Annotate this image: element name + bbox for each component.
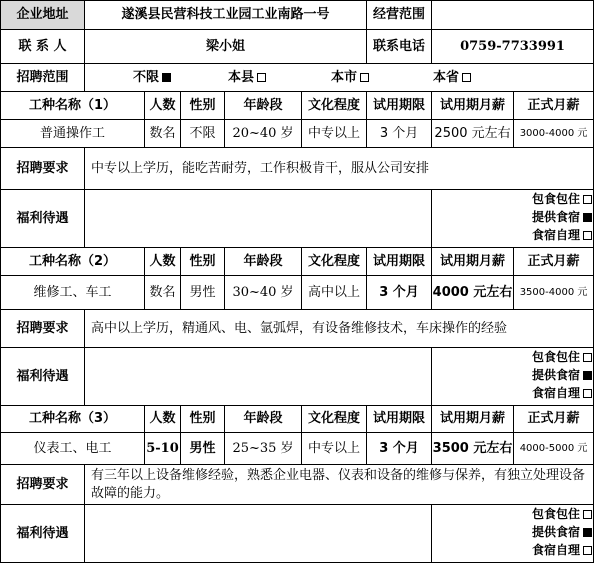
range-option-label: 本县 <box>228 69 255 85</box>
job-gender: 男性 <box>181 276 225 310</box>
welfare-option-label: 提供食宿 <box>532 368 581 382</box>
job-regular-pay: 4000-5000 元 <box>514 433 594 465</box>
job-requirement: 有三年以上设备维修经验，熟悉企业电器、仪表和设备的维修与保养，有独立处理设备故障的能力。 <box>85 465 594 505</box>
checkbox-empty-icon <box>583 231 592 240</box>
gender-header: 性别 <box>181 406 225 433</box>
checkbox-empty-icon <box>583 195 592 204</box>
probation-header: 试用期限 <box>367 92 432 120</box>
welfare-label: 福利待遇 <box>1 348 85 406</box>
checkbox-empty-icon <box>583 353 592 362</box>
job-probation: 3 个月 <box>367 276 432 310</box>
welfare-option-label: 包食包住 <box>532 350 581 364</box>
range-label: 招聘范围 <box>1 64 85 92</box>
range-option-label: 不限 <box>133 69 160 85</box>
welfare-option-label: 食宿自理 <box>532 543 581 557</box>
phone-value: 0759-7733991 <box>432 30 594 64</box>
requirement-label: 招聘要求 <box>1 148 85 190</box>
edu-header: 文化程度 <box>302 92 367 120</box>
probation-pay-header: 试用期月薪 <box>432 92 514 120</box>
checkbox-checked-icon <box>162 73 171 82</box>
gender-header: 性别 <box>181 92 225 120</box>
welfare-options <box>432 190 594 248</box>
checkbox-empty-icon <box>462 73 471 82</box>
job-title-label: 工种名称（2） <box>1 248 145 276</box>
welfare-option-label: 提供食宿 <box>532 525 581 539</box>
welfare-label: 福利待遇 <box>1 190 85 248</box>
job-gender: 不限 <box>181 120 225 148</box>
gender-header: 性别 <box>181 248 225 276</box>
job-edu: 中专以上 <box>302 433 367 465</box>
job-requirement: 高中以上学历，精通风、电、氩弧焊，有设备维修技术，车床操作的经验 <box>85 310 594 348</box>
welfare-blank <box>85 505 432 563</box>
checkbox-checked-icon <box>583 528 592 537</box>
checkbox-checked-icon <box>583 213 592 222</box>
range-option-label: 本市 <box>331 69 358 85</box>
job-count: 数名 <box>145 120 181 148</box>
age-header: 年龄段 <box>225 92 302 120</box>
contact-value: 梁小姐 <box>85 30 367 64</box>
job-probation: 3 个月 <box>367 120 432 148</box>
address-value: 遂溪县民营科技工业园工业南路一号 <box>85 1 367 30</box>
welfare-option-label: 食宿自理 <box>532 386 581 400</box>
job-regular-pay: 3500-4000 元 <box>514 276 594 310</box>
welfare-label: 福利待遇 <box>1 505 85 563</box>
probation-pay-header: 试用期月薪 <box>432 406 514 433</box>
welfare-options <box>432 505 594 563</box>
age-header: 年龄段 <box>225 248 302 276</box>
job-gender: 男性 <box>181 433 225 465</box>
job-name: 普通操作工 <box>1 120 145 148</box>
job-age: 20~40 岁 <box>225 120 302 148</box>
address-label: 企业地址 <box>1 1 85 30</box>
welfare-option-label: 提供食宿 <box>532 210 581 224</box>
regular-pay-header: 正式月薪 <box>514 92 594 120</box>
welfare-option-label: 包食包住 <box>532 507 581 521</box>
welfare-options <box>432 348 594 406</box>
scope-value <box>432 1 594 30</box>
welfare-option-label: 包食包住 <box>532 192 581 206</box>
job-probation-pay: 2500 元左右 <box>432 120 514 148</box>
count-header: 人数 <box>145 92 181 120</box>
job-probation: 3 个月 <box>367 433 432 465</box>
checkbox-empty-icon <box>360 73 369 82</box>
count-header: 人数 <box>145 406 181 433</box>
job-age: 30~40 岁 <box>225 276 302 310</box>
regular-pay-header: 正式月薪 <box>514 406 594 433</box>
checkbox-empty-icon <box>583 389 592 398</box>
range-options <box>85 64 594 92</box>
checkbox-checked-icon <box>583 371 592 380</box>
welfare-option-label: 食宿自理 <box>532 228 581 242</box>
job-count: 5-10 <box>145 433 181 465</box>
range-option-label: 本省 <box>433 69 460 85</box>
checkbox-empty-icon <box>257 73 266 82</box>
welfare-blank <box>85 348 432 406</box>
scope-label: 经营范围 <box>367 1 432 30</box>
job-regular-pay: 3000-4000 元 <box>514 120 594 148</box>
requirement-label: 招聘要求 <box>1 465 85 505</box>
phone-label: 联系电话 <box>367 30 432 64</box>
job-requirement: 中专以上学历，能吃苦耐劳，工作积极肯干，服从公司安排 <box>85 148 594 190</box>
job-title-label: 工种名称（3） <box>1 406 145 433</box>
job-probation-pay: 4000 元左右 <box>432 276 514 310</box>
edu-header: 文化程度 <box>302 406 367 433</box>
contact-label: 联 系 人 <box>1 30 85 64</box>
checkbox-empty-icon <box>583 546 592 555</box>
age-header: 年龄段 <box>225 406 302 433</box>
regular-pay-header: 正式月薪 <box>514 248 594 276</box>
welfare-blank <box>85 190 432 248</box>
job-age: 25~35 岁 <box>225 433 302 465</box>
count-header: 人数 <box>145 248 181 276</box>
checkbox-empty-icon <box>583 510 592 519</box>
job-title-label: 工种名称（1） <box>1 92 145 120</box>
job-edu: 高中以上 <box>302 276 367 310</box>
job-edu: 中专以上 <box>302 120 367 148</box>
job-name: 仪表工、电工 <box>1 433 145 465</box>
probation-header: 试用期限 <box>367 406 432 433</box>
job-name: 维修工、车工 <box>1 276 145 310</box>
edu-header: 文化程度 <box>302 248 367 276</box>
job-count: 数名 <box>145 276 181 310</box>
probation-header: 试用期限 <box>367 248 432 276</box>
job-probation-pay: 3500 元左右 <box>432 433 514 465</box>
requirement-label: 招聘要求 <box>1 310 85 348</box>
probation-pay-header: 试用期月薪 <box>432 248 514 276</box>
